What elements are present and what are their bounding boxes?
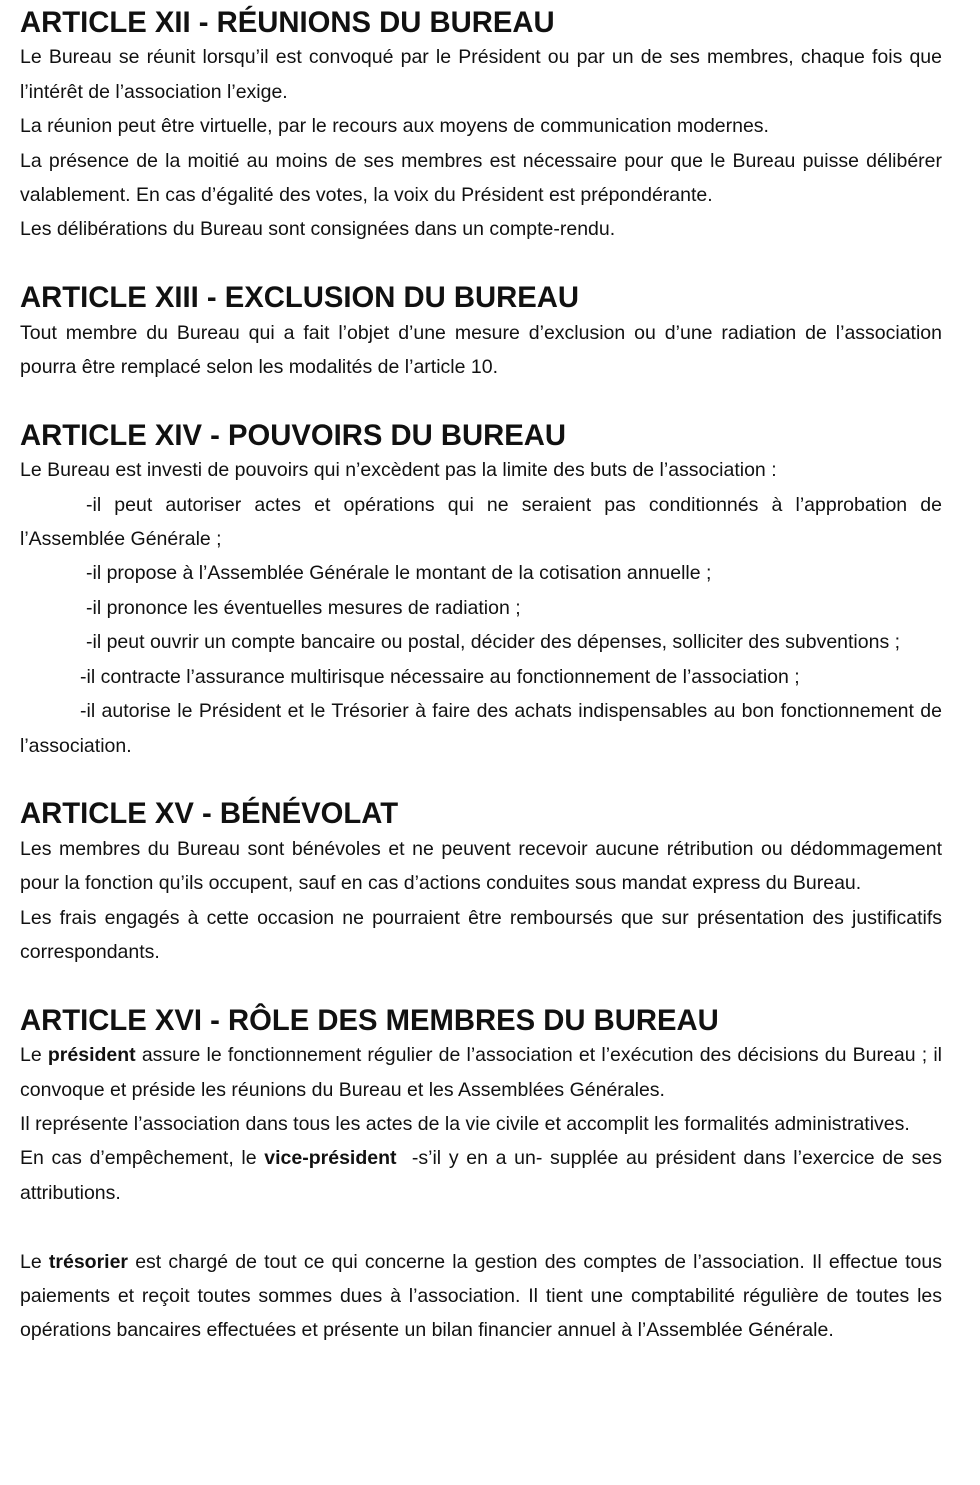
paragraph: Les membres du Bureau sont bénévoles et ne peuvent recevoir aucune rétribution ou dédommagement pour la fonction qu’ils occupent, sauf en cas d’actions conduites sous mandat express du Bureau. [20, 837, 942, 895]
article-title: ARTICLE XIV - POUVOIRS DU BUREAU [20, 419, 567, 452]
article-title: ARTICLE XVI - RÔLE DES MEMBRES DU BUREAU [20, 1004, 719, 1037]
paragraph: La présence de la moitié au moins de ses membres est nécessaire pour que le Bureau puisse délibérer valablement. En cas d’égalité des votes, la voix du Président est prépondérante. [20, 149, 942, 207]
text-run: -s’il y en a un- supplée au président dans l’exercice de ses attributions. [20, 1147, 948, 1204]
text-run: assure le fonctionnement régulier de l’association et l’exécution des décisions du Bureau ; il convoque et préside les réunions du Bureau et les Assemblées Générales. [20, 1044, 942, 1101]
text-run: est chargé de tout ce qui concerne la gestion des comptes de l’association. Il effectue tous paiements et reçoit toutes sommes dues à l’association. Il tient une comptabilité régulière de toutes les opérations bancaires effectuées et présente un bilan financier annuel à l’Assemblée Générale. [20, 1250, 942, 1342]
list-item: -il peut autoriser actes et opérations qui ne seraient pas conditionnés à l’approbation de l’Assemblée Générale ; [20, 493, 942, 551]
article-title: ARTICLE XIII - EXCLUSION DU BUREAU [20, 282, 580, 315]
paragraph-vice-president [20, 1141, 948, 1210]
article-xii [20, 6, 942, 247]
list-item: -il contracte l’assurance multirisque nécessaire au fonctionnement de l’association ; [80, 665, 800, 688]
paragraph: Le Bureau se réunit lorsqu’il est convoqué par le Président ou par un de ses membres, chaque fois que l’intérêt de l’association l’exige. [20, 46, 942, 103]
role-vice-president: vice-président [264, 1147, 397, 1170]
paragraph-president [20, 1038, 942, 1107]
article-title: ARTICLE XV - BÉNÉVOLAT [20, 798, 399, 831]
list-item: -il propose à l’Assemblée Générale le montant de la cotisation annuelle ; [86, 562, 712, 585]
text-run: En cas d’empêchement, le [20, 1147, 265, 1170]
paragraph: La réunion peut être virtuelle, par le recours aux moyens de communication modernes. [20, 115, 769, 138]
paragraph: Le Bureau est investi de pouvoirs qui n’excèdent pas la limite des buts de l’association : [20, 459, 777, 482]
paragraph: Les frais engagés à cette occasion ne pourraient être remboursés que sur présentation des justificatifs correspondants. [20, 906, 942, 963]
article-xiv [20, 419, 942, 763]
article-title: ARTICLE XII - RÉUNIONS DU BUREAU [20, 7, 555, 39]
paragraph-tresorier [20, 1245, 942, 1348]
spacer [20, 1210, 942, 1244]
paragraph: Tout membre du Bureau qui a fait l’objet d’une mesure d’exclusion ou d’une radiation de l’association pourra être remplacé selon les modalités de l’article 10. [20, 321, 942, 379]
role-tresorier: trésorier [48, 1250, 129, 1273]
list-item: -il autorise le Président et le Trésorier à faire des achats indispensables au bon fonctionnement de l’association. [20, 700, 942, 757]
text-run: Le [20, 1044, 48, 1067]
role-president: président [47, 1044, 136, 1067]
document-page [20, 6, 948, 1348]
text-run: Le [20, 1250, 49, 1273]
paragraph: Il représente l’association dans tous les actes de la vie civile et accomplit les formalités administratives. [20, 1112, 910, 1135]
article-xiii [20, 281, 942, 384]
list-item: -il peut ouvrir un compte bancaire ou postal, décider des dépenses, solliciter des subventions ; [86, 631, 901, 654]
article-xvi [20, 1004, 948, 1348]
list-item: -il prononce les éventuelles mesures de radiation ; [86, 596, 521, 619]
article-xv [20, 797, 942, 969]
paragraph: Les délibérations du Bureau sont consignées dans un compte-rendu. [20, 218, 616, 241]
